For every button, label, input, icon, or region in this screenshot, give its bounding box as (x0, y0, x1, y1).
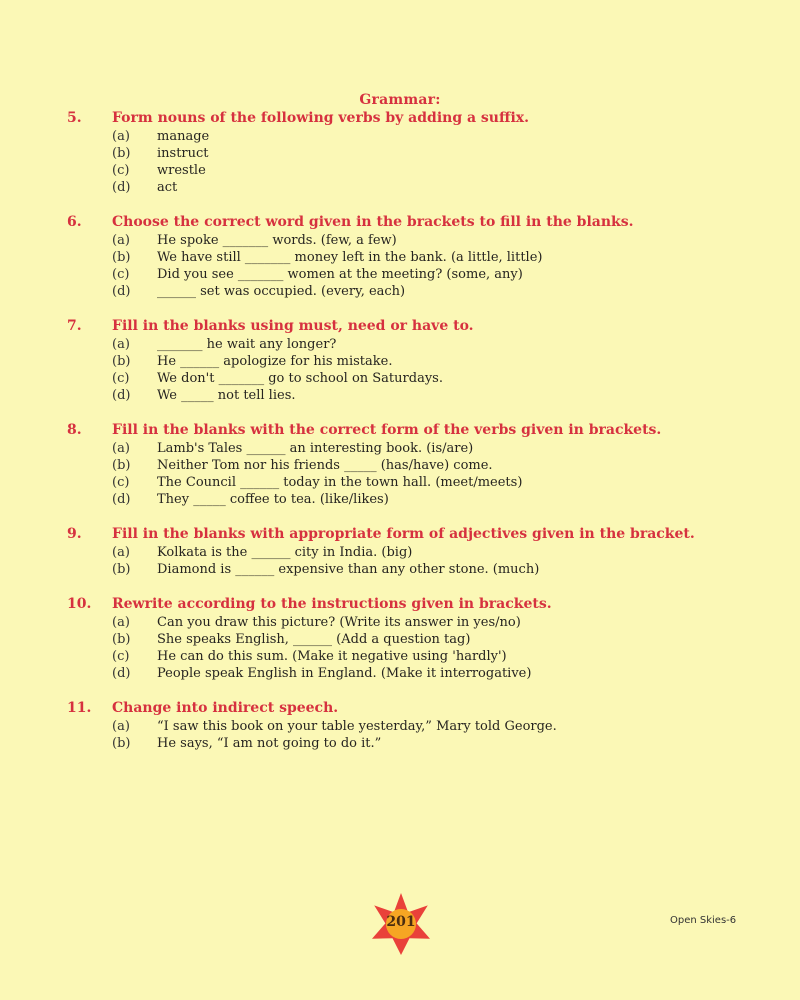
item-text: We _____ not tell lies. (157, 388, 296, 403)
question-instruction: Fill in the blanks using must, need or have to. (112, 318, 474, 334)
question-instruction: Choose the correct word given in the brackets to fill in the blanks. (112, 214, 634, 230)
question-block (0, 317, 800, 404)
question-item (0, 370, 800, 387)
item-label: (d) (112, 388, 131, 403)
item-text: He can do this sum. (Make it negative using 'hardly') (157, 649, 507, 664)
question-item (0, 179, 800, 196)
item-label: (d) (112, 284, 131, 299)
question-item (0, 735, 800, 752)
item-label: (a) (112, 719, 130, 734)
question-header (0, 525, 800, 544)
question-item (0, 544, 800, 561)
item-label: (b) (112, 736, 131, 751)
item-label: (b) (112, 458, 131, 473)
item-text: He ______ apologize for his mistake. (157, 354, 393, 369)
item-text: Lamb's Tales ______ an interesting book. (is/are) (157, 441, 474, 456)
item-text: Kolkata is the ______ city in India. (big) (157, 545, 413, 560)
question-header (0, 317, 800, 336)
item-text: act (157, 180, 178, 195)
item-label: (a) (112, 129, 130, 144)
item-label: (b) (112, 354, 131, 369)
question-instruction: Form nouns of the following verbs by adding a suffix. (112, 110, 530, 126)
footer-book-title: Open Skies-6 (670, 915, 737, 926)
question-number: 10. (67, 596, 92, 612)
question-item (0, 128, 800, 145)
item-label: (a) (112, 615, 130, 630)
question-header (0, 421, 800, 440)
item-label: (d) (112, 666, 131, 681)
question-block (0, 525, 800, 578)
question-item (0, 387, 800, 404)
page-number: 201 (386, 914, 416, 930)
question-instruction: Change into indirect speech. (112, 700, 339, 716)
question-instruction: Rewrite according to the instructions given in brackets. (112, 596, 552, 612)
item-text: They _____ coffee to tea. (like/likes) (157, 492, 389, 507)
question-item (0, 249, 800, 266)
item-text: instruct (157, 146, 209, 161)
item-label: (a) (112, 337, 130, 352)
question-item (0, 631, 800, 648)
question-item (0, 561, 800, 578)
item-label: (a) (112, 441, 130, 456)
question-item (0, 491, 800, 508)
item-label: (c) (112, 163, 130, 178)
question-block (0, 109, 800, 196)
item-label: (b) (112, 250, 131, 265)
item-label: (b) (112, 146, 131, 161)
question-number: 6. (67, 214, 82, 230)
item-label: (a) (112, 545, 130, 560)
item-text: Did you see _______ women at the meeting? (some, any) (157, 267, 523, 282)
question-header (0, 595, 800, 614)
question-number: 7. (67, 318, 82, 334)
question-instruction: Fill in the blanks with appropriate form of adjectives given in the bracket. (112, 526, 695, 542)
item-label: (c) (112, 267, 130, 282)
question-item (0, 353, 800, 370)
item-text: We don't _______ go to school on Saturdays. (157, 371, 443, 386)
item-text: He spoke _______ words. (few, a few) (157, 233, 397, 248)
question-item (0, 457, 800, 474)
item-text: People speak English in England. (Make it interrogative) (157, 666, 532, 681)
question-item (0, 718, 800, 735)
item-text: Can you draw this picture? (Write its answer in yes/no) (157, 615, 521, 630)
question-header (0, 699, 800, 718)
item-text: Diamond is ______ expensive than any other stone. (much) (157, 562, 540, 577)
question-item (0, 665, 800, 682)
question-number: 5. (67, 110, 82, 126)
item-text: We have still _______ money left in the bank. (a little, little) (157, 250, 543, 265)
item-text: She speaks English, ______ (Add a question tag) (157, 632, 471, 647)
questions-list (0, 109, 800, 769)
question-block (0, 421, 800, 508)
question-item (0, 162, 800, 179)
item-label: (d) (112, 180, 131, 195)
item-label: (b) (112, 632, 131, 647)
question-item (0, 440, 800, 457)
item-text: The Council ______ today in the town hall. (meet/meets) (157, 475, 523, 490)
item-text: manage (157, 129, 210, 144)
question-instruction: Fill in the blanks with the correct form of the verbs given in brackets. (112, 422, 662, 438)
item-text: _______ he wait any longer? (157, 337, 337, 352)
item-label: (a) (112, 233, 130, 248)
question-block (0, 595, 800, 682)
question-item (0, 266, 800, 283)
question-item (0, 145, 800, 162)
question-block (0, 213, 800, 300)
item-text: wrestle (157, 163, 206, 178)
item-label: (c) (112, 475, 130, 490)
question-item (0, 283, 800, 300)
question-item (0, 474, 800, 491)
question-number: 9. (67, 526, 82, 542)
question-block (0, 699, 800, 752)
item-label: (c) (112, 649, 130, 664)
question-number: 8. (67, 422, 82, 438)
question-item (0, 614, 800, 631)
question-number: 11. (67, 700, 92, 716)
item-text: Neither Tom nor his friends _____ (has/have) come. (157, 458, 493, 473)
question-item (0, 232, 800, 249)
item-label: (c) (112, 371, 130, 386)
question-header (0, 109, 800, 128)
item-text: “I saw this book on your table yesterday,” Mary told George. (157, 719, 557, 734)
item-text: He says, “I am not going to do it.” (157, 736, 382, 751)
item-label: (b) (112, 562, 131, 577)
section-title: Grammar: (359, 92, 441, 108)
question-item (0, 648, 800, 665)
question-header (0, 213, 800, 232)
item-label: (d) (112, 492, 131, 507)
item-text: ______ set was occupied. (every, each) (157, 284, 406, 299)
question-item (0, 336, 800, 353)
